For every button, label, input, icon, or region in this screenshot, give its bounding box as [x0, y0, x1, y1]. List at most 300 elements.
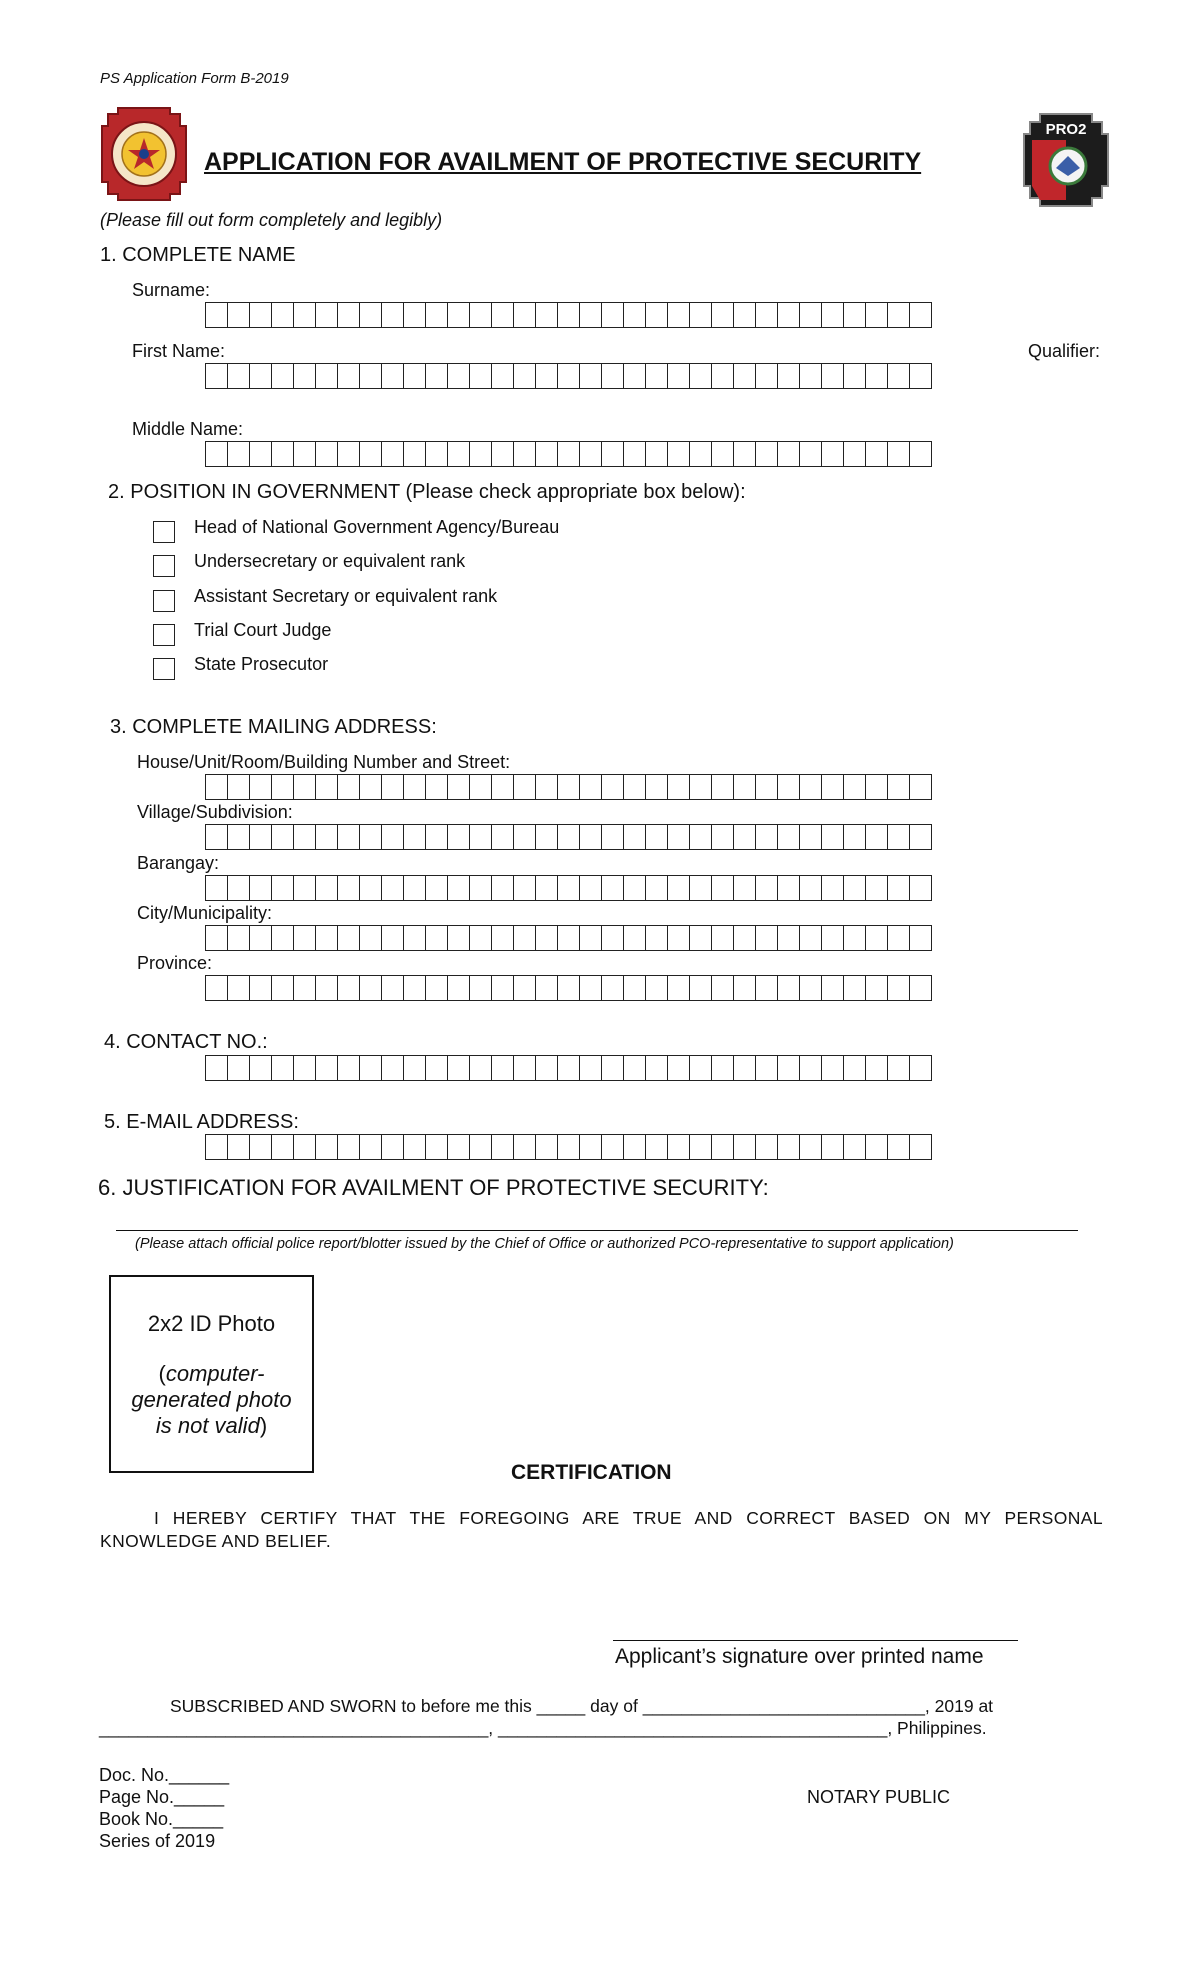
char-cell[interactable] — [778, 875, 800, 901]
char-cell[interactable] — [690, 1055, 712, 1081]
char-cell[interactable] — [492, 975, 514, 1001]
char-cell[interactable] — [558, 1134, 580, 1160]
char-cell[interactable] — [536, 441, 558, 467]
char-cell[interactable] — [756, 1055, 778, 1081]
char-cell[interactable] — [844, 441, 866, 467]
checkbox-state-prosecutor[interactable] — [153, 658, 175, 680]
char-cell[interactable] — [690, 1134, 712, 1160]
char-cell[interactable] — [558, 1055, 580, 1081]
char-cell[interactable] — [888, 1134, 910, 1160]
char-cell[interactable] — [624, 774, 646, 800]
char-cell[interactable] — [492, 441, 514, 467]
char-cell[interactable] — [800, 774, 822, 800]
char-cell[interactable] — [338, 975, 360, 1001]
char-cell[interactable] — [822, 774, 844, 800]
char-cell[interactable] — [778, 1134, 800, 1160]
char-cell[interactable] — [734, 1134, 756, 1160]
char-cell[interactable] — [272, 975, 294, 1001]
char-cell[interactable] — [602, 975, 624, 1001]
char-cell[interactable] — [448, 1055, 470, 1081]
char-cell[interactable] — [646, 1055, 668, 1081]
char-cell[interactable] — [338, 774, 360, 800]
char-cell[interactable] — [580, 925, 602, 951]
char-cell[interactable] — [404, 441, 426, 467]
char-cell[interactable] — [448, 875, 470, 901]
char-cell[interactable] — [778, 925, 800, 951]
char-cell[interactable] — [844, 875, 866, 901]
contact-grid[interactable] — [205, 1055, 932, 1081]
char-cell[interactable] — [536, 824, 558, 850]
char-cell[interactable] — [778, 824, 800, 850]
char-cell[interactable] — [470, 1055, 492, 1081]
char-cell[interactable] — [646, 824, 668, 850]
char-cell[interactable] — [800, 1055, 822, 1081]
char-cell[interactable] — [338, 302, 360, 328]
char-cell[interactable] — [558, 302, 580, 328]
char-cell[interactable] — [536, 363, 558, 389]
middle-name-grid[interactable] — [205, 441, 932, 467]
char-cell[interactable] — [338, 1134, 360, 1160]
char-cell[interactable] — [800, 824, 822, 850]
char-cell[interactable] — [514, 1055, 536, 1081]
char-cell[interactable] — [866, 774, 888, 800]
char-cell[interactable] — [338, 875, 360, 901]
char-cell[interactable] — [404, 925, 426, 951]
char-cell[interactable] — [866, 875, 888, 901]
char-cell[interactable] — [888, 975, 910, 1001]
char-cell[interactable] — [316, 1055, 338, 1081]
char-cell[interactable] — [492, 302, 514, 328]
char-cell[interactable] — [404, 975, 426, 1001]
char-cell[interactable] — [228, 1055, 250, 1081]
char-cell[interactable] — [800, 363, 822, 389]
char-cell[interactable] — [800, 1134, 822, 1160]
char-cell[interactable] — [690, 875, 712, 901]
char-cell[interactable] — [536, 975, 558, 1001]
char-cell[interactable] — [404, 774, 426, 800]
char-cell[interactable] — [426, 363, 448, 389]
char-cell[interactable] — [382, 302, 404, 328]
char-cell[interactable] — [668, 824, 690, 850]
char-cell[interactable] — [272, 1055, 294, 1081]
char-cell[interactable] — [426, 441, 448, 467]
char-cell[interactable] — [602, 1055, 624, 1081]
char-cell[interactable] — [536, 1055, 558, 1081]
char-cell[interactable] — [756, 875, 778, 901]
village-grid[interactable] — [205, 824, 932, 850]
char-cell[interactable] — [514, 441, 536, 467]
char-cell[interactable] — [228, 302, 250, 328]
signature-line[interactable] — [613, 1640, 1018, 1641]
char-cell[interactable] — [580, 875, 602, 901]
char-cell[interactable] — [866, 975, 888, 1001]
char-cell[interactable] — [866, 1055, 888, 1081]
char-cell[interactable] — [272, 363, 294, 389]
char-cell[interactable] — [206, 975, 228, 1001]
char-cell[interactable] — [580, 774, 602, 800]
char-cell[interactable] — [250, 975, 272, 1001]
char-cell[interactable] — [316, 363, 338, 389]
char-cell[interactable] — [822, 363, 844, 389]
char-cell[interactable] — [250, 875, 272, 901]
char-cell[interactable] — [888, 302, 910, 328]
char-cell[interactable] — [734, 363, 756, 389]
char-cell[interactable] — [470, 824, 492, 850]
char-cell[interactable] — [228, 875, 250, 901]
char-cell[interactable] — [250, 824, 272, 850]
char-cell[interactable] — [316, 925, 338, 951]
char-cell[interactable] — [426, 975, 448, 1001]
char-cell[interactable] — [492, 1134, 514, 1160]
char-cell[interactable] — [316, 1134, 338, 1160]
char-cell[interactable] — [338, 363, 360, 389]
char-cell[interactable] — [712, 1055, 734, 1081]
char-cell[interactable] — [734, 1055, 756, 1081]
char-cell[interactable] — [514, 1134, 536, 1160]
char-cell[interactable] — [844, 925, 866, 951]
char-cell[interactable] — [294, 441, 316, 467]
char-cell[interactable] — [800, 925, 822, 951]
char-cell[interactable] — [866, 925, 888, 951]
char-cell[interactable] — [668, 1055, 690, 1081]
char-cell[interactable] — [250, 302, 272, 328]
char-cell[interactable] — [602, 363, 624, 389]
char-cell[interactable] — [206, 1134, 228, 1160]
char-cell[interactable] — [602, 875, 624, 901]
char-cell[interactable] — [624, 302, 646, 328]
char-cell[interactable] — [470, 925, 492, 951]
char-cell[interactable] — [756, 302, 778, 328]
char-cell[interactable] — [250, 441, 272, 467]
char-cell[interactable] — [250, 1134, 272, 1160]
char-cell[interactable] — [492, 363, 514, 389]
char-cell[interactable] — [690, 441, 712, 467]
char-cell[interactable] — [844, 975, 866, 1001]
char-cell[interactable] — [866, 1134, 888, 1160]
char-cell[interactable] — [316, 975, 338, 1001]
char-cell[interactable] — [448, 925, 470, 951]
char-cell[interactable] — [866, 302, 888, 328]
char-cell[interactable] — [712, 975, 734, 1001]
char-cell[interactable] — [756, 925, 778, 951]
char-cell[interactable] — [580, 1055, 602, 1081]
barangay-grid[interactable] — [205, 875, 932, 901]
checkbox-assistant-secretary[interactable] — [153, 590, 175, 612]
id-photo-box[interactable] — [109, 1275, 314, 1473]
char-cell[interactable] — [558, 975, 580, 1001]
char-cell[interactable] — [624, 363, 646, 389]
char-cell[interactable] — [822, 925, 844, 951]
char-cell[interactable] — [822, 1055, 844, 1081]
char-cell[interactable] — [888, 363, 910, 389]
char-cell[interactable] — [668, 1134, 690, 1160]
char-cell[interactable] — [910, 975, 932, 1001]
char-cell[interactable] — [756, 363, 778, 389]
char-cell[interactable] — [206, 774, 228, 800]
char-cell[interactable] — [206, 875, 228, 901]
char-cell[interactable] — [778, 1055, 800, 1081]
char-cell[interactable] — [492, 1055, 514, 1081]
char-cell[interactable] — [778, 302, 800, 328]
char-cell[interactable] — [800, 441, 822, 467]
char-cell[interactable] — [668, 925, 690, 951]
char-cell[interactable] — [624, 875, 646, 901]
char-cell[interactable] — [734, 975, 756, 1001]
char-cell[interactable] — [228, 363, 250, 389]
char-cell[interactable] — [822, 875, 844, 901]
char-cell[interactable] — [558, 774, 580, 800]
char-cell[interactable] — [800, 302, 822, 328]
char-cell[interactable] — [250, 925, 272, 951]
char-cell[interactable] — [294, 363, 316, 389]
char-cell[interactable] — [756, 774, 778, 800]
char-cell[interactable] — [668, 441, 690, 467]
char-cell[interactable] — [602, 774, 624, 800]
char-cell[interactable] — [800, 975, 822, 1001]
char-cell[interactable] — [558, 824, 580, 850]
char-cell[interactable] — [844, 302, 866, 328]
char-cell[interactable] — [712, 774, 734, 800]
char-cell[interactable] — [712, 302, 734, 328]
char-cell[interactable] — [624, 1055, 646, 1081]
char-cell[interactable] — [624, 441, 646, 467]
char-cell[interactable] — [624, 975, 646, 1001]
char-cell[interactable] — [404, 875, 426, 901]
char-cell[interactable] — [712, 925, 734, 951]
char-cell[interactable] — [360, 875, 382, 901]
char-cell[interactable] — [778, 774, 800, 800]
char-cell[interactable] — [712, 875, 734, 901]
char-cell[interactable] — [668, 975, 690, 1001]
char-cell[interactable] — [360, 925, 382, 951]
char-cell[interactable] — [778, 363, 800, 389]
char-cell[interactable] — [536, 925, 558, 951]
char-cell[interactable] — [690, 925, 712, 951]
char-cell[interactable] — [228, 1134, 250, 1160]
char-cell[interactable] — [404, 302, 426, 328]
char-cell[interactable] — [910, 925, 932, 951]
char-cell[interactable] — [338, 1055, 360, 1081]
char-cell[interactable] — [448, 302, 470, 328]
char-cell[interactable] — [316, 875, 338, 901]
char-cell[interactable] — [888, 774, 910, 800]
char-cell[interactable] — [492, 875, 514, 901]
char-cell[interactable] — [734, 774, 756, 800]
char-cell[interactable] — [888, 875, 910, 901]
char-cell[interactable] — [250, 363, 272, 389]
char-cell[interactable] — [756, 1134, 778, 1160]
province-grid[interactable] — [205, 975, 932, 1001]
char-cell[interactable] — [316, 302, 338, 328]
char-cell[interactable] — [558, 363, 580, 389]
char-cell[interactable] — [756, 824, 778, 850]
char-cell[interactable] — [624, 1134, 646, 1160]
char-cell[interactable] — [294, 1134, 316, 1160]
char-cell[interactable] — [470, 441, 492, 467]
char-cell[interactable] — [580, 302, 602, 328]
street-grid[interactable] — [205, 774, 932, 800]
char-cell[interactable] — [360, 441, 382, 467]
char-cell[interactable] — [448, 975, 470, 1001]
char-cell[interactable] — [426, 925, 448, 951]
checkbox-trial-court-judge[interactable] — [153, 624, 175, 646]
char-cell[interactable] — [844, 824, 866, 850]
char-cell[interactable] — [470, 875, 492, 901]
char-cell[interactable] — [206, 441, 228, 467]
char-cell[interactable] — [448, 363, 470, 389]
char-cell[interactable] — [690, 975, 712, 1001]
char-cell[interactable] — [558, 441, 580, 467]
char-cell[interactable] — [382, 363, 404, 389]
char-cell[interactable] — [228, 774, 250, 800]
char-cell[interactable] — [382, 441, 404, 467]
char-cell[interactable] — [910, 774, 932, 800]
char-cell[interactable] — [844, 363, 866, 389]
char-cell[interactable] — [514, 824, 536, 850]
char-cell[interactable] — [426, 824, 448, 850]
char-cell[interactable] — [602, 1134, 624, 1160]
char-cell[interactable] — [690, 363, 712, 389]
char-cell[interactable] — [426, 1055, 448, 1081]
char-cell[interactable] — [514, 975, 536, 1001]
char-cell[interactable] — [228, 975, 250, 1001]
char-cell[interactable] — [778, 441, 800, 467]
char-cell[interactable] — [514, 925, 536, 951]
char-cell[interactable] — [646, 363, 668, 389]
char-cell[interactable] — [646, 441, 668, 467]
char-cell[interactable] — [580, 1134, 602, 1160]
char-cell[interactable] — [294, 302, 316, 328]
char-cell[interactable] — [558, 925, 580, 951]
char-cell[interactable] — [646, 1134, 668, 1160]
char-cell[interactable] — [470, 774, 492, 800]
char-cell[interactable] — [844, 1134, 866, 1160]
char-cell[interactable] — [404, 363, 426, 389]
char-cell[interactable] — [668, 363, 690, 389]
char-cell[interactable] — [844, 1055, 866, 1081]
char-cell[interactable] — [426, 774, 448, 800]
char-cell[interactable] — [602, 302, 624, 328]
char-cell[interactable] — [338, 441, 360, 467]
char-cell[interactable] — [536, 1134, 558, 1160]
char-cell[interactable] — [448, 1134, 470, 1160]
char-cell[interactable] — [426, 302, 448, 328]
char-cell[interactable] — [360, 774, 382, 800]
char-cell[interactable] — [712, 363, 734, 389]
char-cell[interactable] — [778, 975, 800, 1001]
email-grid[interactable] — [205, 1134, 932, 1160]
char-cell[interactable] — [514, 363, 536, 389]
char-cell[interactable] — [866, 363, 888, 389]
char-cell[interactable] — [206, 925, 228, 951]
char-cell[interactable] — [272, 302, 294, 328]
char-cell[interactable] — [404, 824, 426, 850]
char-cell[interactable] — [448, 824, 470, 850]
char-cell[interactable] — [580, 363, 602, 389]
char-cell[interactable] — [822, 302, 844, 328]
char-cell[interactable] — [822, 824, 844, 850]
char-cell[interactable] — [866, 824, 888, 850]
char-cell[interactable] — [712, 1134, 734, 1160]
char-cell[interactable] — [910, 302, 932, 328]
char-cell[interactable] — [294, 1055, 316, 1081]
char-cell[interactable] — [910, 875, 932, 901]
char-cell[interactable] — [382, 925, 404, 951]
char-cell[interactable] — [514, 302, 536, 328]
char-cell[interactable] — [888, 925, 910, 951]
char-cell[interactable] — [910, 441, 932, 467]
char-cell[interactable] — [360, 302, 382, 328]
char-cell[interactable] — [602, 925, 624, 951]
char-cell[interactable] — [382, 1055, 404, 1081]
char-cell[interactable] — [734, 441, 756, 467]
char-cell[interactable] — [206, 302, 228, 328]
char-cell[interactable] — [910, 1055, 932, 1081]
char-cell[interactable] — [844, 774, 866, 800]
char-cell[interactable] — [668, 774, 690, 800]
first-name-grid[interactable] — [205, 363, 932, 389]
char-cell[interactable] — [492, 774, 514, 800]
checkbox-head-agency[interactable] — [153, 521, 175, 543]
char-cell[interactable] — [558, 875, 580, 901]
char-cell[interactable] — [866, 441, 888, 467]
char-cell[interactable] — [426, 1134, 448, 1160]
char-cell[interactable] — [624, 925, 646, 951]
checkbox-undersecretary[interactable] — [153, 555, 175, 577]
char-cell[interactable] — [294, 925, 316, 951]
char-cell[interactable] — [888, 1055, 910, 1081]
char-cell[interactable] — [382, 875, 404, 901]
char-cell[interactable] — [536, 302, 558, 328]
char-cell[interactable] — [580, 975, 602, 1001]
char-cell[interactable] — [294, 774, 316, 800]
char-cell[interactable] — [668, 875, 690, 901]
char-cell[interactable] — [228, 925, 250, 951]
char-cell[interactable] — [910, 363, 932, 389]
char-cell[interactable] — [492, 824, 514, 850]
char-cell[interactable] — [426, 875, 448, 901]
char-cell[interactable] — [316, 774, 338, 800]
char-cell[interactable] — [646, 875, 668, 901]
char-cell[interactable] — [646, 302, 668, 328]
char-cell[interactable] — [514, 875, 536, 901]
char-cell[interactable] — [316, 441, 338, 467]
char-cell[interactable] — [690, 774, 712, 800]
char-cell[interactable] — [448, 774, 470, 800]
char-cell[interactable] — [294, 975, 316, 1001]
char-cell[interactable] — [382, 975, 404, 1001]
char-cell[interactable] — [822, 1134, 844, 1160]
char-cell[interactable] — [316, 824, 338, 850]
char-cell[interactable] — [712, 824, 734, 850]
char-cell[interactable] — [580, 824, 602, 850]
city-grid[interactable] — [205, 925, 932, 951]
char-cell[interactable] — [646, 975, 668, 1001]
char-cell[interactable] — [734, 824, 756, 850]
char-cell[interactable] — [536, 875, 558, 901]
char-cell[interactable] — [448, 441, 470, 467]
justification-line[interactable] — [116, 1230, 1078, 1231]
char-cell[interactable] — [910, 824, 932, 850]
char-cell[interactable] — [272, 824, 294, 850]
char-cell[interactable] — [888, 441, 910, 467]
char-cell[interactable] — [360, 1055, 382, 1081]
char-cell[interactable] — [360, 975, 382, 1001]
char-cell[interactable] — [712, 441, 734, 467]
char-cell[interactable] — [668, 302, 690, 328]
char-cell[interactable] — [602, 824, 624, 850]
char-cell[interactable] — [646, 925, 668, 951]
